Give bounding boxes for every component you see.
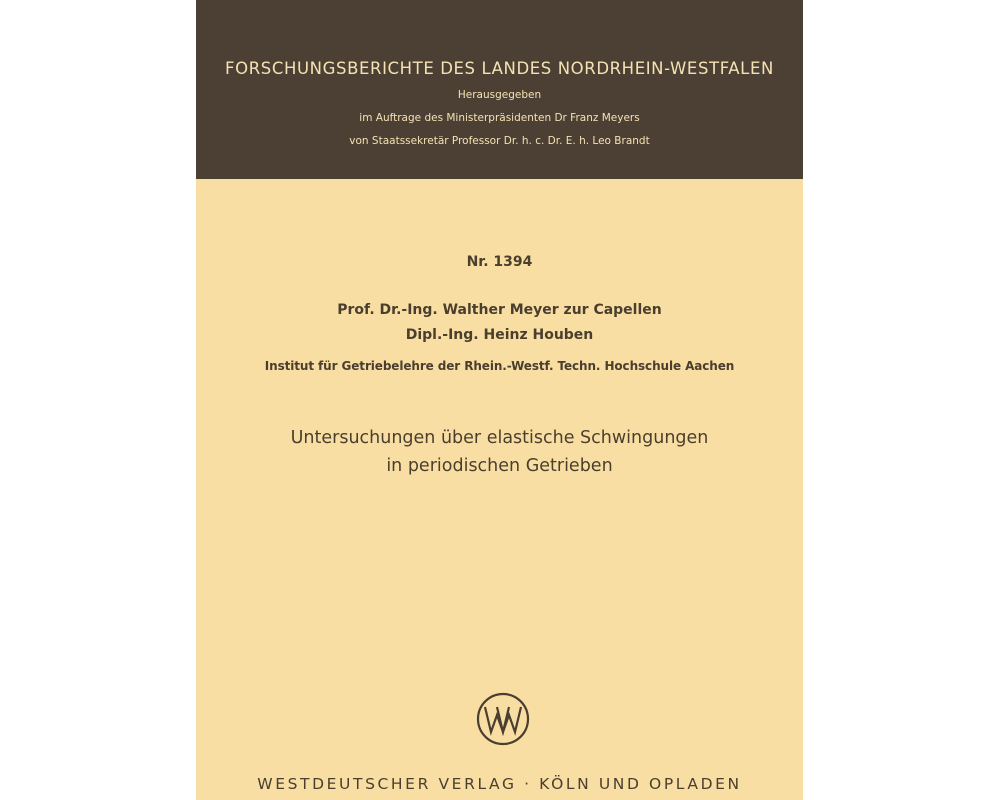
institute: Institut für Getriebelehre der Rhein.-Westf. Techn. Hochschule Aachen xyxy=(264,359,735,373)
publisher-name: WESTDEUTSCHER VERLAG · KÖLN UND OPLADEN xyxy=(257,775,742,793)
editor-line-3: von Staatssekretär Professor Dr. h. c. Dr. E. h. Leo Brandt xyxy=(349,135,650,147)
editor-line-2: im Auftrage des Ministerpräsidenten Dr Franz Meyers xyxy=(359,112,640,124)
editor-line-1: Herausgegeben xyxy=(457,89,542,101)
book-cover xyxy=(196,0,803,800)
publisher-logo-icon xyxy=(476,692,530,746)
series-title: FORSCHUNGSBERICHTE DES LANDES NORDRHEIN-WESTFALEN xyxy=(225,59,774,78)
report-number: Nr. 1394 xyxy=(466,254,533,270)
author-1: Prof. Dr.-Ing. Walther Meyer zur Capellen xyxy=(337,302,662,318)
header-band xyxy=(196,0,803,179)
author-2: Dipl.-Ing. Heinz Houben xyxy=(405,327,594,343)
title-line-2: in periodischen Getrieben xyxy=(386,456,613,476)
title-line-1: Untersuchungen über elastische Schwingungen xyxy=(290,428,709,448)
